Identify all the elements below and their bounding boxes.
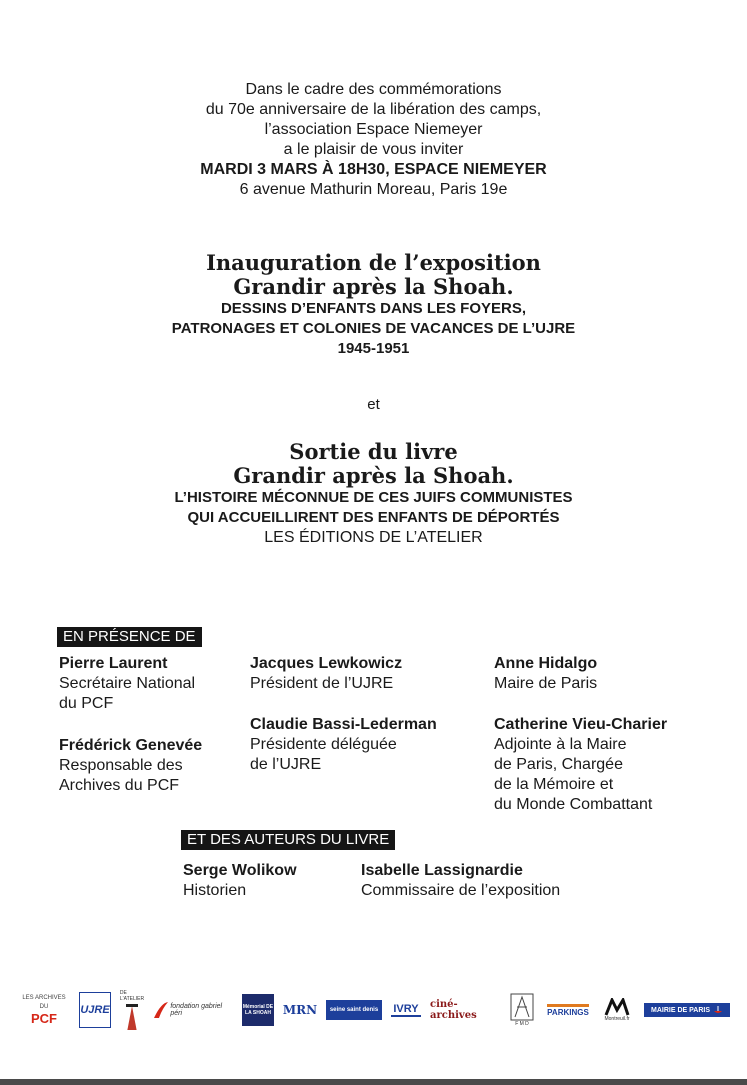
person-name: Jacques Lewkowicz (250, 655, 403, 672)
person-role: Responsable des (59, 757, 183, 774)
peri-swoosh-icon (153, 1001, 168, 1019)
logo-memorial-text: Mémorial DE LA SHOAH (242, 1004, 274, 1016)
person-name: Anne Hidalgo (494, 655, 598, 672)
intro-block (0, 80, 747, 200)
person-pierre-laurent (59, 654, 195, 714)
person-frederick-genevee (59, 736, 202, 796)
person-role: de Paris, Chargée (494, 756, 623, 773)
person-name: Frédérick Genevée (59, 737, 203, 754)
logo-mrn (283, 1003, 317, 1017)
logo-mairie-text: MAIRIE DE PARIS (651, 1006, 710, 1014)
person-catherine-vieu-charier (494, 715, 667, 815)
event-address: 6 avenue Mathurin Moreau, Paris 19e (239, 181, 508, 198)
book-block (0, 440, 747, 548)
logo-mairie-paris (644, 1003, 730, 1017)
intro-line-3: l’association Espace Niemeyer (264, 121, 483, 138)
person-role: du PCF (59, 695, 114, 712)
intro-line-1: Dans le cadre des commémorations (245, 81, 502, 98)
person-role: Adjointe à la Maire (494, 736, 627, 753)
exhibition-subtitle-1: DESSINS D’ENFANTS DANS LES FOYERS, (220, 300, 527, 317)
logo-editions-atelier (120, 990, 144, 1030)
logo-cine-archives (430, 999, 498, 1021)
logo-montreuil-text: Montreuil.fr (604, 1016, 630, 1022)
person-role: Archives du PCF (59, 777, 180, 794)
book-title-2: Grandir après la Shoah. (233, 463, 514, 488)
person-claudie-bassi-lederman (250, 715, 437, 775)
logo-cine-text: ciné-archives (430, 999, 477, 1021)
exhibition-years: 1945-1951 (337, 340, 410, 357)
intro-line-2: du 70e anniversaire de la libération des camps, (205, 101, 542, 118)
book-subtitle-2: QUI ACCUEILLIRENT DES ENFANTS DE DÉPORTÉS (187, 509, 560, 526)
person-role: Présidente déléguée (250, 736, 397, 753)
person-serge-wolikow (183, 861, 297, 901)
logo-ujre (79, 992, 111, 1028)
logo-fondation-gabriel-peri (153, 1001, 233, 1019)
fmd-emblem-icon (510, 993, 534, 1021)
book-subtitle-1: L’HISTOIRE MÉCONNUE DE CES JUIFS COMMUNISTES (174, 489, 573, 506)
person-name: Isabelle Lassignardie (361, 862, 523, 879)
logo-montreuil (599, 998, 635, 1022)
person-role: du Monde Combattant (494, 796, 653, 813)
person-role: Secrétaire National (59, 675, 196, 692)
atelier-figure-icon (123, 1002, 141, 1030)
exhibition-subtitle-2: PATRONAGES ET COLONIES DE VACANCES DE L’UJRE (171, 320, 576, 337)
person-name: Catherine Vieu-Charier (494, 716, 668, 733)
person-role: Historien (183, 882, 247, 899)
event-date-place: MARDI 3 MARS À 18H30, ESPACE NIEMEYER (200, 161, 547, 178)
person-role: Président de l’UJRE (250, 675, 394, 692)
montreuil-m-icon (604, 998, 630, 1016)
person-name: Pierre Laurent (59, 655, 168, 672)
partner-logos (18, 988, 730, 1032)
logo-ivry (391, 1003, 421, 1017)
bottom-edge-bar (0, 1079, 747, 1085)
authors-label: ET DES AUTEURS DU LIVRE (181, 830, 395, 850)
conjunction-et: et (367, 396, 380, 413)
book-publisher: LES ÉDITIONS DE L’ATELIER (264, 529, 483, 546)
person-isabelle-lassignardie (361, 861, 560, 901)
logo-ujre-text: UJRE (80, 1004, 110, 1016)
person-name: Serge Wolikow (183, 862, 297, 879)
logo-fmd (507, 990, 537, 1030)
mairie-ship-icon (713, 1005, 723, 1015)
logo-memorial-shoah (242, 994, 274, 1026)
exhibition-block (0, 251, 747, 359)
logo-mrn-text: MRN (282, 1003, 318, 1017)
person-role: Commissaire de l’exposition (361, 882, 561, 899)
logo-archives-pcf-text: PCF (31, 1011, 57, 1026)
person-role: de l’UJRE (250, 756, 322, 773)
person-anne-hidalgo (494, 654, 597, 694)
logo-ivry-text: IVRY (393, 1003, 419, 1015)
person-role: Maire de Paris (494, 675, 598, 692)
intro-line-4: a le plaisir de vous inviter (283, 141, 464, 158)
book-title-1: Sortie du livre (289, 439, 458, 464)
exhibition-title-1: Inauguration de l’exposition (206, 250, 541, 275)
person-jacques-lewkowicz (250, 654, 402, 694)
logo-archives-pcf (18, 994, 70, 1026)
logo-parkings (546, 1004, 590, 1017)
logo-fmd-text: F M D (515, 1021, 529, 1027)
person-name: Claudie Bassi-Lederman (250, 716, 437, 733)
logo-seine-saint-denis (326, 1000, 382, 1020)
logo-atelier-text: DE L'ATELIER (119, 990, 145, 1002)
logo-archives-pcf-top: LES ARCHIVES DU (22, 995, 66, 1010)
presence-label: EN PRÉSENCE DE (57, 627, 202, 647)
person-role: de la Mémoire et (494, 776, 614, 793)
logo-peri-text: fondation gabriel péri (170, 1003, 223, 1017)
logo-parkings-text: PARKINGS (547, 1004, 589, 1017)
logo-ssd-text: seine saint denis (329, 1007, 379, 1013)
exhibition-title-2: Grandir après la Shoah. (233, 274, 514, 299)
